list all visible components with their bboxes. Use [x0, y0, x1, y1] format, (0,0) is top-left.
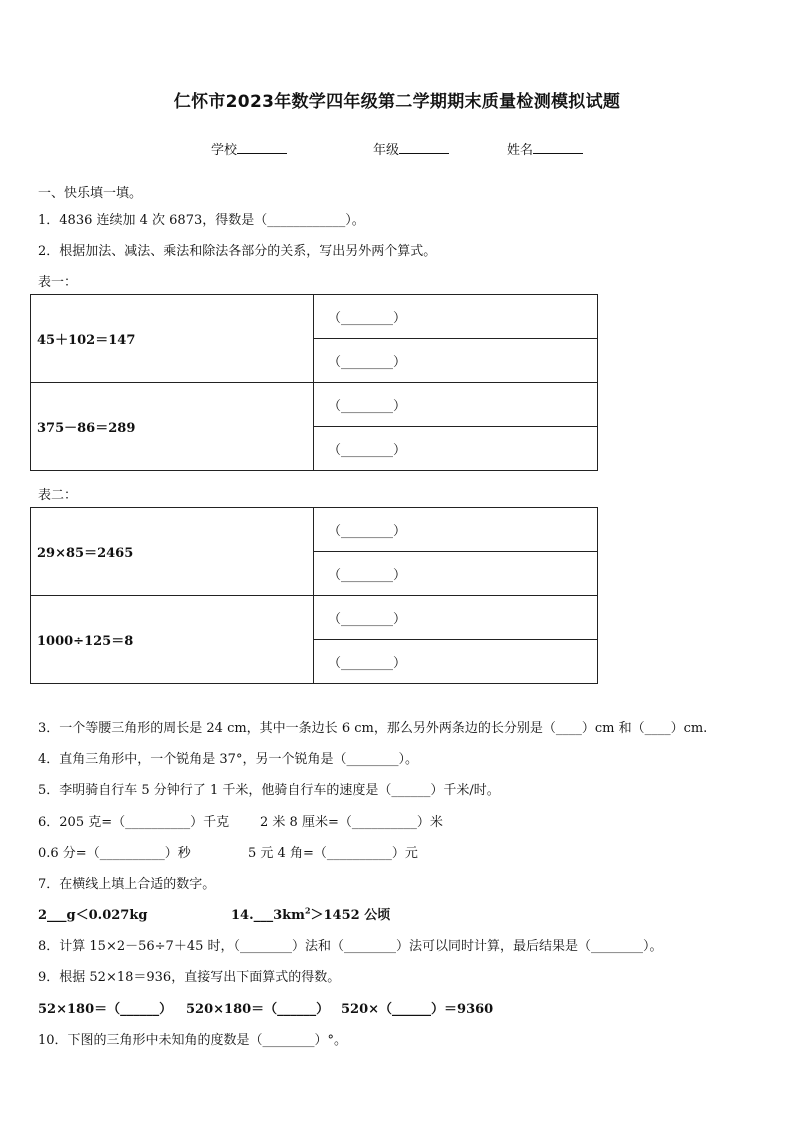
question-9a: 52×180＝（______） [38, 1002, 173, 1017]
grade-label: 年级 [373, 143, 400, 158]
answer-cell[interactable]: （________） [314, 640, 598, 684]
question-7: 7．在横线上填上合适的数字。 [38, 877, 216, 892]
question-8: 8．计算 15×2－56÷7＋45 时，（________）法和（________）法可以同时计算，最后结果是（________）。 [38, 939, 663, 954]
school-label: 学校 [211, 143, 238, 158]
question-4: 4．直角三角形中，一个锐角是 37°，另一个锐角是（________）。 [38, 752, 418, 767]
question-6d: 5 元 4 角=（__________）元 [248, 846, 418, 861]
table-2 [30, 507, 598, 684]
question-6a: 6．205 克=（__________）千克 [38, 815, 230, 830]
table-1 [30, 294, 598, 471]
name-field [507, 139, 583, 158]
grade-field [373, 139, 449, 158]
equation-cell: 29×85＝2465 [31, 508, 314, 596]
question-9: 9．根据 52×18＝936，直接写出下面算式的得数。 [38, 970, 341, 985]
table-row [31, 508, 598, 552]
answer-cell[interactable]: （________） [314, 295, 598, 339]
name-blank[interactable] [533, 140, 583, 154]
answer-cell[interactable]: （________） [314, 383, 598, 427]
question-7b-sup: 2 [304, 905, 311, 916]
question-5: 5．李明骑自行车 5 分钟行了 1 千米，他骑自行车的速度是（______）千米/时。 [38, 783, 500, 798]
question-7b [231, 904, 390, 923]
question-7a: 2___g＜0.027kg [38, 908, 148, 923]
equation-cell: 1000÷125＝8 [31, 596, 314, 684]
question-3: 3．一个等腰三角形的周长是 24 cm，其中一条边长 6 cm，那么另外两条边的长分别是（____）cm 和（____）cm. [38, 721, 708, 736]
equation-cell: 375－86＝289 [31, 383, 314, 471]
table2-label: 表二： [38, 488, 78, 503]
page-title: 仁怀市2023年数学四年级第二学期期末质量检测模拟试题 [173, 92, 621, 112]
table-row [31, 596, 598, 640]
question-9c: 520×（______）＝9360 [341, 1002, 494, 1017]
question-6b: 2 米 8 厘米=（__________）米 [260, 815, 443, 830]
answer-cell[interactable]: （________） [314, 427, 598, 471]
answer-cell[interactable]: （________） [314, 508, 598, 552]
answer-cell[interactable]: （________） [314, 596, 598, 640]
table-row [31, 295, 598, 339]
section-heading: 一、快乐填一填。 [38, 186, 143, 201]
equation-cell: 45＋102＝147 [31, 295, 314, 383]
name-label: 姓名 [507, 143, 534, 158]
answer-cell[interactable]: （________） [314, 339, 598, 383]
table1-label: 表一： [38, 275, 78, 290]
grade-blank[interactable] [399, 140, 449, 154]
question-7b-post: ＞1452 公顷 [310, 908, 391, 923]
answer-cell[interactable]: （________） [314, 552, 598, 596]
question-7b-pre: 14.___3km [231, 908, 305, 923]
question-10: 10．下图的三角形中未知角的度数是（________）°。 [38, 1033, 348, 1048]
question-1: 1．4836 连续加 4 次 6873，得数是（____________）。 [38, 213, 365, 228]
question-9b: 520×180＝（______） [186, 1002, 330, 1017]
question-2: 2．根据加法、减法、乘法和除法各部分的关系，写出另外两个算式。 [38, 244, 437, 259]
question-6c: 0.6 分=（__________）秒 [38, 846, 191, 861]
table-row [31, 383, 598, 427]
school-blank[interactable] [237, 140, 287, 154]
school-field [211, 139, 287, 158]
